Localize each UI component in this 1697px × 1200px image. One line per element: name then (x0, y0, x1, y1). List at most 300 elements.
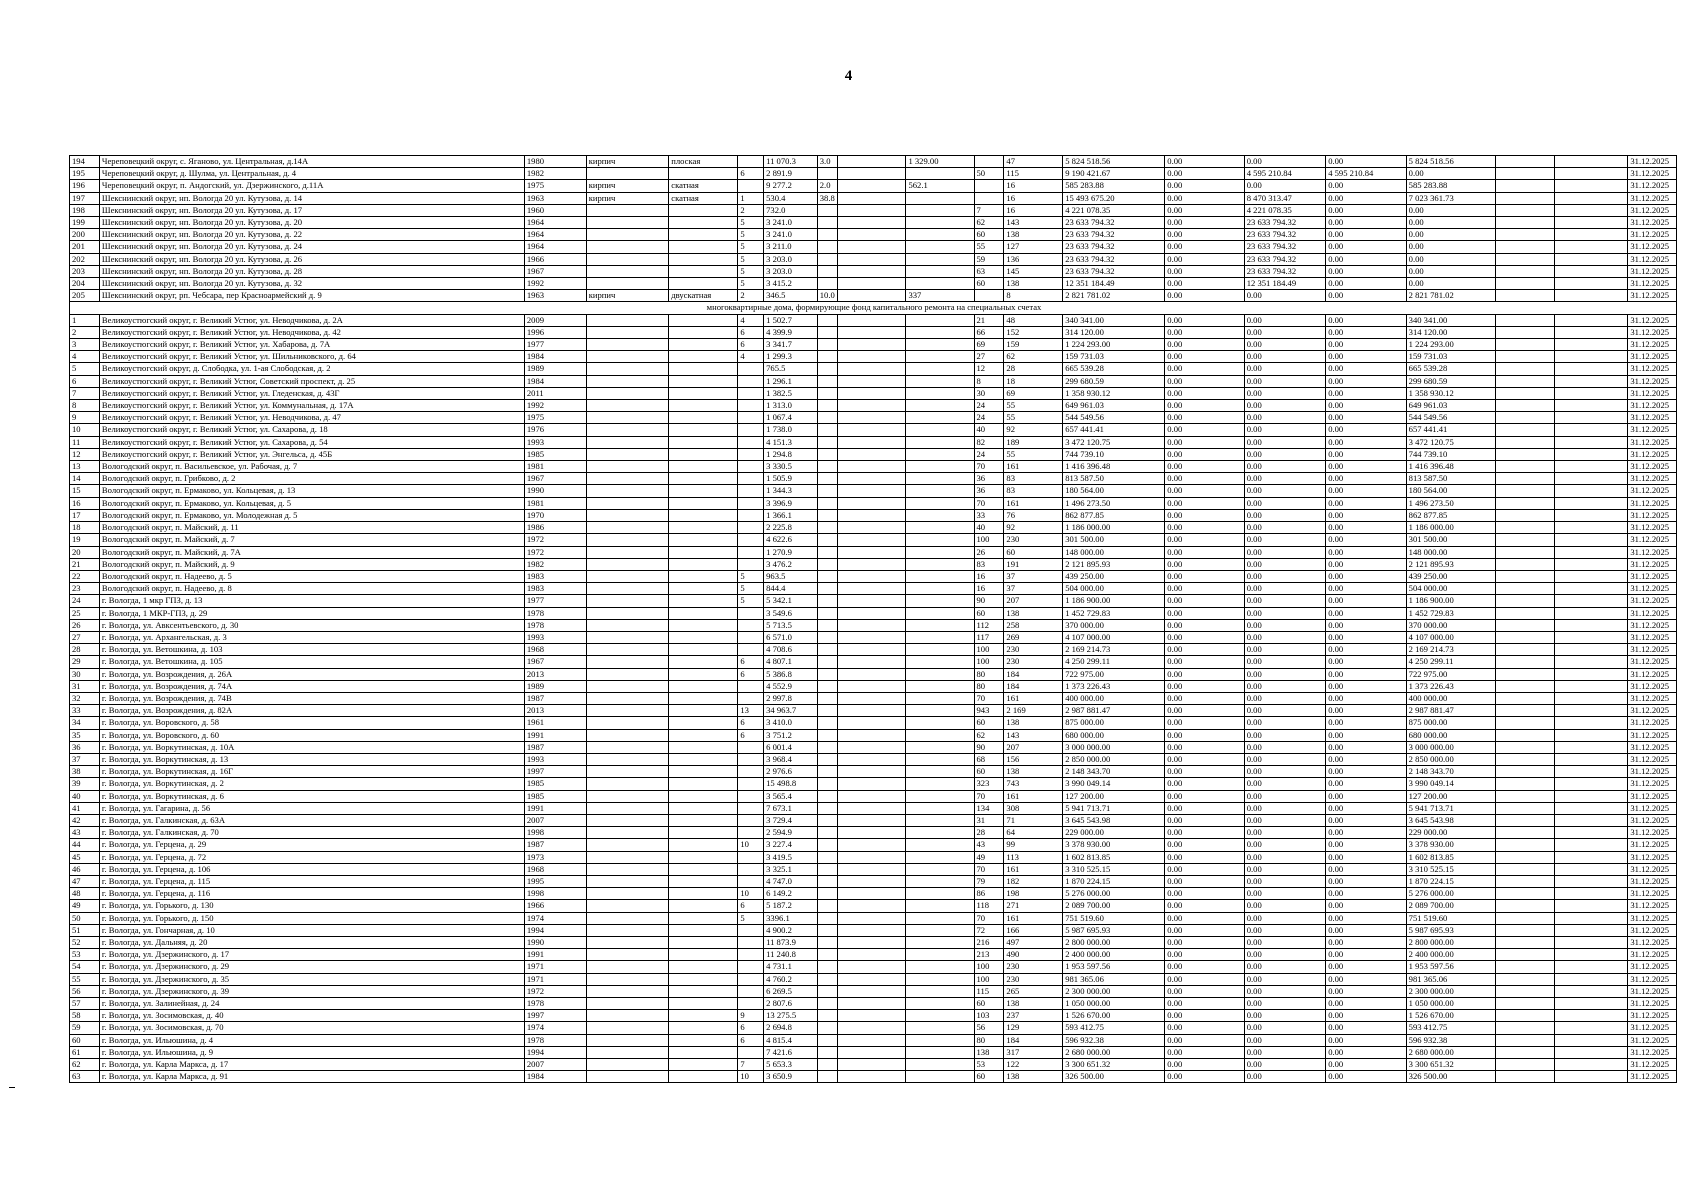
cell-res: 37 (1004, 570, 1063, 582)
cell-deadline: 31.12.2025 (1628, 436, 1677, 448)
cell-addr: Великоустюгский округ, г. Великий Устюг, ул. Коммунальная, д. 17А (99, 400, 524, 412)
cell-roof (669, 168, 738, 180)
cell-deadline: 31.12.2025 (1628, 827, 1677, 839)
cell-area: 2 807.6 (764, 998, 818, 1010)
cell-addr: г. Вологда, ул. Воркутинская, д. 6 (99, 790, 524, 802)
cell-own: 2 169 214.73 (1406, 644, 1496, 656)
cell-empty (1555, 1059, 1628, 1071)
cell-n: 34 (70, 717, 100, 729)
cell-f2: 0.00 (1244, 753, 1325, 765)
cell-own: 2 400 000.00 (1406, 949, 1496, 961)
cell-c8 (838, 595, 906, 607)
cell-deadline: 31.12.2025 (1628, 509, 1677, 521)
cell-roof (669, 241, 738, 253)
cell-f2: 0.00 (1244, 412, 1325, 424)
cell-deadline: 31.12.2025 (1628, 644, 1677, 656)
cell-c7 (817, 558, 838, 570)
cell-c9 (906, 985, 974, 997)
cell-empty (1496, 1046, 1555, 1058)
cell-area: 530.4 (764, 192, 818, 204)
cell-c8 (838, 314, 906, 326)
cell-empty (1555, 375, 1628, 387)
cell-c8 (838, 253, 906, 265)
cell-n: 18 (70, 522, 100, 534)
cell-ap: 323 (974, 778, 1004, 790)
cell-f2: 0.00 (1244, 851, 1325, 863)
cell-c7 (817, 705, 838, 717)
cell-addr: Вологодский округ, п. Майский, д. 9 (99, 558, 524, 570)
cell-roof (669, 546, 738, 558)
cell-f2: 0.00 (1244, 900, 1325, 912)
cell-deadline: 31.12.2025 (1628, 998, 1677, 1010)
cell-deadline: 31.12.2025 (1628, 387, 1677, 399)
cell-roof (669, 1071, 738, 1083)
cell-f3: 0.00 (1326, 851, 1406, 863)
cell-fl: 2 (738, 204, 764, 216)
cell-area: 11 070.3 (764, 156, 818, 168)
cell-c8 (838, 949, 906, 961)
cell-res: 308 (1004, 802, 1063, 814)
cell-wall (586, 888, 669, 900)
cell-c8 (838, 168, 906, 180)
cell-f3: 4 595 210.84 (1326, 168, 1406, 180)
cell-year: 1987 (524, 741, 586, 753)
cell-ap: 103 (974, 1010, 1004, 1022)
cell-c7 (817, 1059, 838, 1071)
cell-f3: 0.00 (1326, 1010, 1406, 1022)
cell-c9 (906, 473, 974, 485)
cell-res: 18 (1004, 375, 1063, 387)
cell-year: 1978 (524, 607, 586, 619)
cell-res: 184 (1004, 680, 1063, 692)
cell-ap: 30 (974, 387, 1004, 399)
cell-deadline: 31.12.2025 (1628, 339, 1677, 351)
cell-roof (669, 351, 738, 363)
cell-wall (586, 339, 669, 351)
cell-f1: 0.00 (1165, 546, 1244, 558)
cell-f1: 0.00 (1165, 631, 1244, 643)
cell-empty (1496, 1010, 1555, 1022)
cell-f1: 0.00 (1165, 668, 1244, 680)
cell-c9 (906, 814, 974, 826)
cell-deadline: 31.12.2025 (1628, 1071, 1677, 1083)
cell-ap: 100 (974, 961, 1004, 973)
cell-cost: 751 519.60 (1063, 912, 1165, 924)
cell-deadline: 31.12.2025 (1628, 851, 1677, 863)
cell-res: 156 (1004, 753, 1063, 765)
cell-area: 2 976.6 (764, 766, 818, 778)
table-row (70, 802, 1677, 814)
cell-empty (1496, 265, 1555, 277)
cell-own: 657 441.41 (1406, 424, 1496, 436)
cell-fl: 6 (738, 326, 764, 338)
cell-deadline: 31.12.2025 (1628, 863, 1677, 875)
cell-deadline: 31.12.2025 (1628, 448, 1677, 460)
cell-c9: 1 329.00 (906, 156, 974, 168)
cell-fl (738, 998, 764, 1010)
cell-res: 497 (1004, 937, 1063, 949)
cell-own: 3 645 543.98 (1406, 814, 1496, 826)
cell-n: 203 (70, 265, 100, 277)
cell-res: 138 (1004, 229, 1063, 241)
cell-empty (1496, 680, 1555, 692)
cell-fl: 6 (738, 668, 764, 680)
cell-wall (586, 900, 669, 912)
cell-area: 3 330.5 (764, 461, 818, 473)
cell-deadline: 31.12.2025 (1628, 802, 1677, 814)
cell-f2: 0.00 (1244, 522, 1325, 534)
cell-c9: 562.1 (906, 180, 974, 192)
cell-f1: 0.00 (1165, 424, 1244, 436)
cell-f1: 0.00 (1165, 461, 1244, 473)
cell-cost: 1 373 226.43 (1063, 680, 1165, 692)
cell-cost: 544 549.56 (1063, 412, 1165, 424)
table-row (70, 875, 1677, 887)
cell-wall (586, 802, 669, 814)
cell-f1: 0.00 (1165, 400, 1244, 412)
cell-c7 (817, 668, 838, 680)
cell-f3: 0.00 (1326, 546, 1406, 558)
cell-ap: 8 (974, 375, 1004, 387)
cell-f2: 0.00 (1244, 949, 1325, 961)
cell-c8 (838, 802, 906, 814)
cell-empty (1555, 814, 1628, 826)
cell-roof (669, 448, 738, 460)
table-row (70, 656, 1677, 668)
cell-res: 138 (1004, 1071, 1063, 1083)
cell-area: 3 565.4 (764, 790, 818, 802)
cell-area: 6 149.2 (764, 888, 818, 900)
cell-empty (1555, 1022, 1628, 1034)
cell-fl (738, 558, 764, 570)
cell-deadline: 31.12.2025 (1628, 656, 1677, 668)
cell-c7 (817, 168, 838, 180)
cell-n: 38 (70, 766, 100, 778)
cell-wall: кирпич (586, 156, 669, 168)
cell-c8 (838, 461, 906, 473)
cell-c9 (906, 314, 974, 326)
register-table (69, 155, 1677, 1083)
cell-c9 (906, 973, 974, 985)
cell-empty (1555, 583, 1628, 595)
cell-res: 83 (1004, 485, 1063, 497)
cell-deadline: 31.12.2025 (1628, 314, 1677, 326)
cell-area: 1 382.5 (764, 387, 818, 399)
cell-addr: Вологодский округ, п. Майский, д. 11 (99, 522, 524, 534)
cell-fl: 9 (738, 1010, 764, 1022)
cell-res: 127 (1004, 241, 1063, 253)
cell-res: 55 (1004, 400, 1063, 412)
cell-fl: 5 (738, 912, 764, 924)
cell-f2: 0.00 (1244, 839, 1325, 851)
cell-area: 11 873.9 (764, 937, 818, 949)
table-row (70, 631, 1677, 643)
cell-area: 1 270.9 (764, 546, 818, 558)
cell-c9 (906, 827, 974, 839)
cell-f3: 0.00 (1326, 375, 1406, 387)
cell-roof (669, 436, 738, 448)
cell-fl: 10 (738, 839, 764, 851)
cell-own: 875 000.00 (1406, 717, 1496, 729)
cell-deadline: 31.12.2025 (1628, 607, 1677, 619)
cell-year: 1994 (524, 924, 586, 936)
cell-empty (1496, 1034, 1555, 1046)
cell-ap: 49 (974, 851, 1004, 863)
cell-addr: Вологодский округ, п. Васильевское, ул. Рабочая, д. 7 (99, 461, 524, 473)
cell-cost: 1 526 670.00 (1063, 1010, 1165, 1022)
cell-cost: 2 400 000.00 (1063, 949, 1165, 961)
cell-own: 680 000.00 (1406, 729, 1496, 741)
cell-cost: 744 739.10 (1063, 448, 1165, 460)
cell-year: 2007 (524, 814, 586, 826)
cell-f1: 0.00 (1165, 827, 1244, 839)
cell-cost: 2 821 781.02 (1063, 290, 1165, 302)
cell-roof (669, 363, 738, 375)
cell-f1: 0.00 (1165, 900, 1244, 912)
cell-area: 1 294.8 (764, 448, 818, 460)
cell-addr: г. Вологда, ул. Герцена, д. 116 (99, 888, 524, 900)
cell-ap: 86 (974, 888, 1004, 900)
cell-c7 (817, 851, 838, 863)
cell-res: 138 (1004, 766, 1063, 778)
cell-c9 (906, 534, 974, 546)
cell-f2: 0.00 (1244, 1071, 1325, 1083)
cell-area: 1 505.9 (764, 473, 818, 485)
cell-ap: 60 (974, 607, 1004, 619)
cell-empty (1496, 375, 1555, 387)
cell-empty (1555, 729, 1628, 741)
table-row (70, 534, 1677, 546)
cell-c7 (817, 644, 838, 656)
cell-c8 (838, 509, 906, 521)
cell-f1: 0.00 (1165, 851, 1244, 863)
cell-c9 (906, 204, 974, 216)
cell-deadline: 31.12.2025 (1628, 692, 1677, 704)
table-row (70, 900, 1677, 912)
cell-area: 3 549.6 (764, 607, 818, 619)
cell-area: 3 751.2 (764, 729, 818, 741)
cell-c7 (817, 790, 838, 802)
cell-empty (1496, 875, 1555, 887)
cell-deadline: 31.12.2025 (1628, 253, 1677, 265)
cell-addr: Шекснинский округ, нп. Вологда 20 ул. Кутузова, д. 14 (99, 192, 524, 204)
cell-empty (1555, 790, 1628, 802)
cell-addr: г. Вологда, ул. Воркутинская, д. 10А (99, 741, 524, 753)
cell-cost: 370 000.00 (1063, 619, 1165, 631)
cell-empty (1555, 1034, 1628, 1046)
cell-fl (738, 827, 764, 839)
cell-year: 1992 (524, 400, 586, 412)
cell-empty (1496, 998, 1555, 1010)
table-row (70, 790, 1677, 802)
cell-area: 3 396.9 (764, 497, 818, 509)
cell-cost: 301 500.00 (1063, 534, 1165, 546)
cell-c8 (838, 619, 906, 631)
cell-empty (1555, 839, 1628, 851)
cell-f2: 0.00 (1244, 912, 1325, 924)
cell-roof (669, 888, 738, 900)
cell-empty (1496, 985, 1555, 997)
cell-own: 400 000.00 (1406, 692, 1496, 704)
cell-area: 4 807.1 (764, 656, 818, 668)
cell-wall (586, 705, 669, 717)
cell-wall (586, 497, 669, 509)
cell-f3: 0.00 (1326, 888, 1406, 900)
table-row (70, 753, 1677, 765)
cell-n: 52 (70, 937, 100, 949)
cell-f3: 0.00 (1326, 229, 1406, 241)
cell-n: 199 (70, 217, 100, 229)
cell-fl (738, 924, 764, 936)
cell-year: 1968 (524, 863, 586, 875)
cell-ap: 83 (974, 558, 1004, 570)
cell-year: 2013 (524, 705, 586, 717)
cell-addr: Шекснинский округ, нп. Вологда 20 ул. Кутузова, д. 32 (99, 278, 524, 290)
cell-c8 (838, 1034, 906, 1046)
cell-empty (1496, 1022, 1555, 1034)
cell-fl: 6 (738, 339, 764, 351)
cell-deadline: 31.12.2025 (1628, 522, 1677, 534)
cell-own: 0.00 (1406, 229, 1496, 241)
cell-cost: 680 000.00 (1063, 729, 1165, 741)
cell-empty (1555, 485, 1628, 497)
cell-own: 1 186 000.00 (1406, 522, 1496, 534)
cell-res: 64 (1004, 827, 1063, 839)
cell-empty (1555, 509, 1628, 521)
cell-cost: 2 169 214.73 (1063, 644, 1165, 656)
cell-ap: 33 (974, 509, 1004, 521)
cell-empty (1555, 522, 1628, 534)
table-row (70, 473, 1677, 485)
cell-c9 (906, 509, 974, 521)
cell-wall (586, 485, 669, 497)
cell-f1: 0.00 (1165, 619, 1244, 631)
cell-fl (738, 802, 764, 814)
cell-empty (1496, 937, 1555, 949)
cell-deadline: 31.12.2025 (1628, 473, 1677, 485)
cell-area: 6 001.4 (764, 741, 818, 753)
cell-addr: г. Вологда, ул. Дзержинского, д. 29 (99, 961, 524, 973)
cell-f1: 0.00 (1165, 680, 1244, 692)
cell-wall (586, 790, 669, 802)
cell-cost: 3 310 525.15 (1063, 863, 1165, 875)
cell-year: 1964 (524, 241, 586, 253)
table-row (70, 314, 1677, 326)
table-row (70, 326, 1677, 338)
cell-f3: 0.00 (1326, 339, 1406, 351)
cell-roof (669, 1059, 738, 1071)
cell-f3: 0.00 (1326, 875, 1406, 887)
cell-empty (1496, 692, 1555, 704)
table-row (70, 241, 1677, 253)
cell-addr: г. Вологда, ул. Возрождения, д. 74В (99, 692, 524, 704)
cell-deadline: 31.12.2025 (1628, 778, 1677, 790)
cell-f3: 0.00 (1326, 241, 1406, 253)
cell-addr: г. Вологда, ул. Ильюшина, д. 4 (99, 1034, 524, 1046)
cell-f3: 0.00 (1326, 1046, 1406, 1058)
cell-empty (1555, 741, 1628, 753)
cell-deadline: 31.12.2025 (1628, 351, 1677, 363)
cell-f1: 0.00 (1165, 790, 1244, 802)
cell-cost: 2 987 881.47 (1063, 705, 1165, 717)
cell-n: 19 (70, 534, 100, 546)
cell-c9 (906, 692, 974, 704)
cell-f3: 0.00 (1326, 1022, 1406, 1034)
cell-cost: 1 452 729.83 (1063, 607, 1165, 619)
cell-cost: 12 351 184.49 (1063, 278, 1165, 290)
cell-c8 (838, 290, 906, 302)
cell-f1: 0.00 (1165, 473, 1244, 485)
cell-f2: 0.00 (1244, 180, 1325, 192)
cell-c9 (906, 656, 974, 668)
cell-c7 (817, 778, 838, 790)
cell-fl (738, 485, 764, 497)
cell-deadline: 31.12.2025 (1628, 570, 1677, 582)
cell-roof (669, 692, 738, 704)
cell-c8 (838, 278, 906, 290)
table-row (70, 1046, 1677, 1058)
cell-empty (1555, 497, 1628, 509)
cell-fl (738, 363, 764, 375)
cell-res: 161 (1004, 497, 1063, 509)
cell-addr: г. Вологда, ул. Горького, д. 130 (99, 900, 524, 912)
cell-c7 (817, 485, 838, 497)
cell-res: 129 (1004, 1022, 1063, 1034)
cell-c8 (838, 546, 906, 558)
cell-empty (1555, 680, 1628, 692)
cell-f2: 4 221 078.35 (1244, 204, 1325, 216)
cell-res: 161 (1004, 461, 1063, 473)
cell-year: 1998 (524, 827, 586, 839)
cell-own: 2 121 895.93 (1406, 558, 1496, 570)
table-row (70, 363, 1677, 375)
cell-c7 (817, 973, 838, 985)
cell-f2: 0.00 (1244, 461, 1325, 473)
cell-n: 23 (70, 583, 100, 595)
cell-addr: Великоустюгский округ, г. Великий Устюг, ул. Сахарова, д. 18 (99, 424, 524, 436)
cell-wall (586, 863, 669, 875)
table-row (70, 400, 1677, 412)
cell-res: 138 (1004, 607, 1063, 619)
cell-f2: 0.00 (1244, 766, 1325, 778)
table-row (70, 558, 1677, 570)
cell-wall (586, 546, 669, 558)
cell-c7 (817, 448, 838, 460)
cell-own: 4 250 299.11 (1406, 656, 1496, 668)
cell-wall (586, 558, 669, 570)
cell-own: 2 148 343.70 (1406, 766, 1496, 778)
table-row (70, 1010, 1677, 1022)
cell-area: 13 275.5 (764, 1010, 818, 1022)
cell-empty (1555, 351, 1628, 363)
cell-c7 (817, 229, 838, 241)
cell-deadline: 31.12.2025 (1628, 485, 1677, 497)
cell-wall (586, 973, 669, 985)
cell-area: 3 241.0 (764, 229, 818, 241)
cell-addr: Череповецкий округ, с. Ягановo, ул. Центральная, д.14А (99, 156, 524, 168)
cell-f2: 0.00 (1244, 387, 1325, 399)
cell-deadline: 31.12.2025 (1628, 326, 1677, 338)
cell-f2: 0.00 (1244, 570, 1325, 582)
cell-c9 (906, 888, 974, 900)
cell-deadline: 31.12.2025 (1628, 400, 1677, 412)
cell-res: 2 169 (1004, 705, 1063, 717)
cell-year: 1974 (524, 1022, 586, 1034)
cell-cost: 1 186 900.00 (1063, 595, 1165, 607)
cell-f1: 0.00 (1165, 1046, 1244, 1058)
cell-c9 (906, 705, 974, 717)
cell-ap: 117 (974, 631, 1004, 643)
